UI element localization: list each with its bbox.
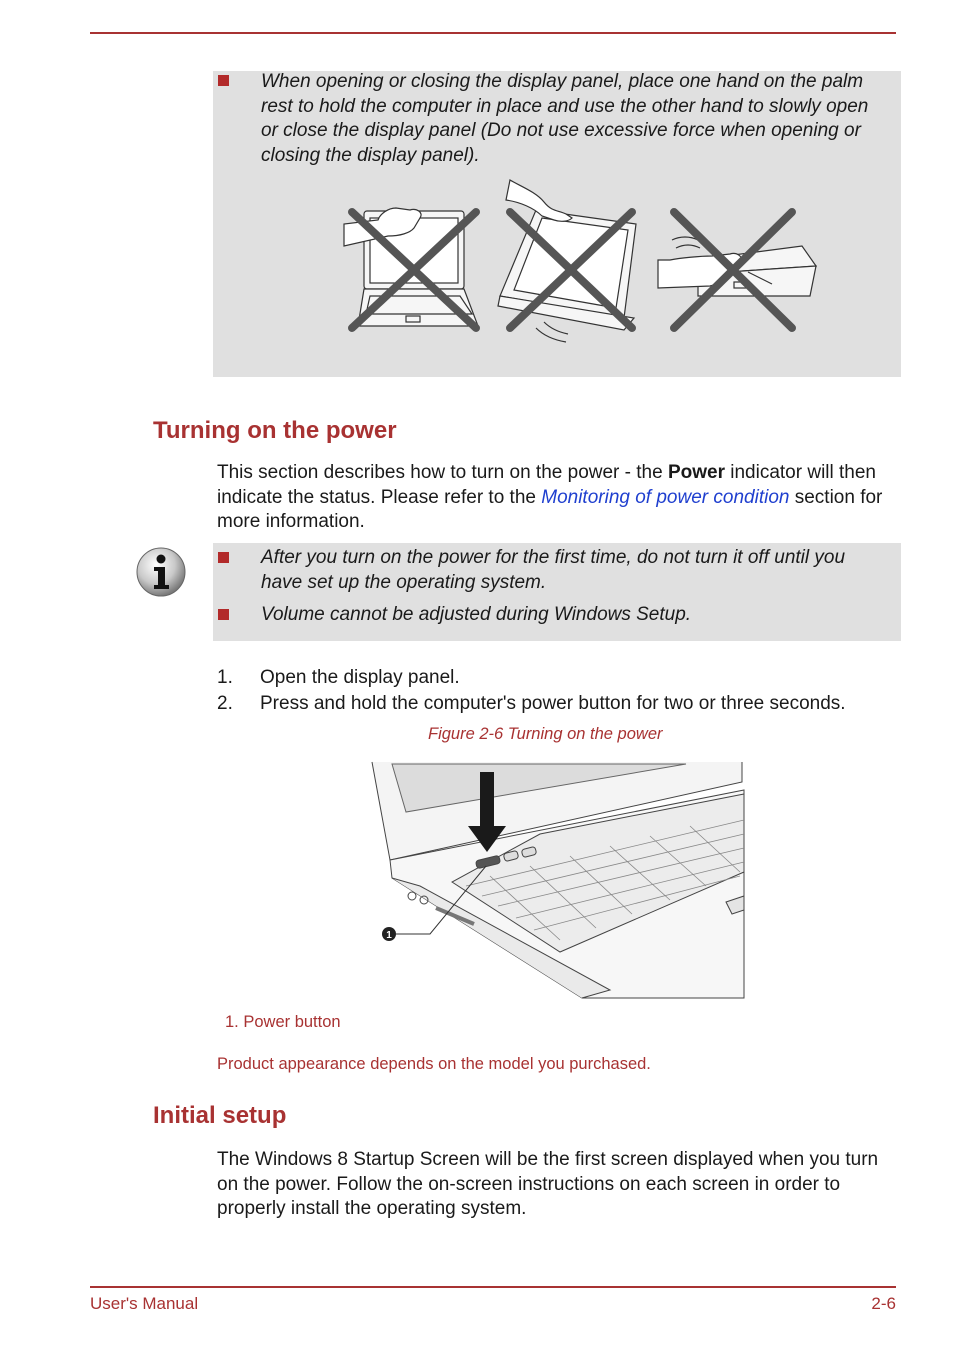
info-note-item-2: Volume cannot be adjusted during Windows Setup.: [261, 604, 692, 625]
para-text: indicator will then indicate the status. Please refer to the: [217, 462, 877, 508]
para-text: section for more information.: [217, 486, 883, 532]
figure-legend-item: 1. Power button: [225, 1013, 341, 1031]
figure-disclaimer: Product appearance depends on the model you purchased.: [217, 1055, 651, 1073]
info-icon: [134, 545, 188, 599]
bullet-square-icon: [218, 609, 229, 620]
display-panel-illustration: [340, 178, 820, 350]
monitoring-power-link[interactable]: Monitoring of power condition: [541, 486, 790, 508]
figure-caption: Figure 2-6 Turning on the power: [428, 725, 663, 743]
bullet-square-icon: [218, 552, 229, 563]
power-button-figure: [370, 760, 746, 1000]
footer-rule: [90, 1286, 896, 1288]
step-number: 1.: [217, 667, 233, 688]
info-note-item-1: After you turn on the power for the first time, do not turn it off until you have set up the operating system.: [261, 547, 846, 593]
step-text: Open the display panel.: [260, 667, 460, 688]
setup-paragraph: The Windows 8 Startup Screen will be the first screen displayed when you turn on the power. Follow the on-screen instructions on each screen in order to properly install the operating system.: [217, 1149, 879, 1219]
step-number: 2.: [217, 693, 233, 714]
footer-title: User's Manual: [90, 1294, 199, 1313]
section-heading-power: Turning on the power: [153, 417, 397, 444]
warning-note-text: When opening or closing the display panel, place one hand on the palm rest to hold the computer in place and use the other hand to slowly open or close the display panel (Do not use excessive force when opening or closing the display panel).: [261, 71, 869, 166]
section-heading-setup: Initial setup: [153, 1102, 287, 1129]
page-number: 2-6: [871, 1294, 896, 1313]
power-bold-term: Power: [667, 462, 725, 483]
step-text: Press and hold the computer's power button for two or three seconds.: [260, 693, 846, 714]
callout-number: 1: [386, 930, 392, 941]
para-text: This section describes how to turn on the power - the: [217, 462, 668, 483]
power-intro-paragraph: [217, 461, 897, 535]
bullet-square-icon: [218, 75, 229, 86]
header-rule: [90, 32, 896, 34]
